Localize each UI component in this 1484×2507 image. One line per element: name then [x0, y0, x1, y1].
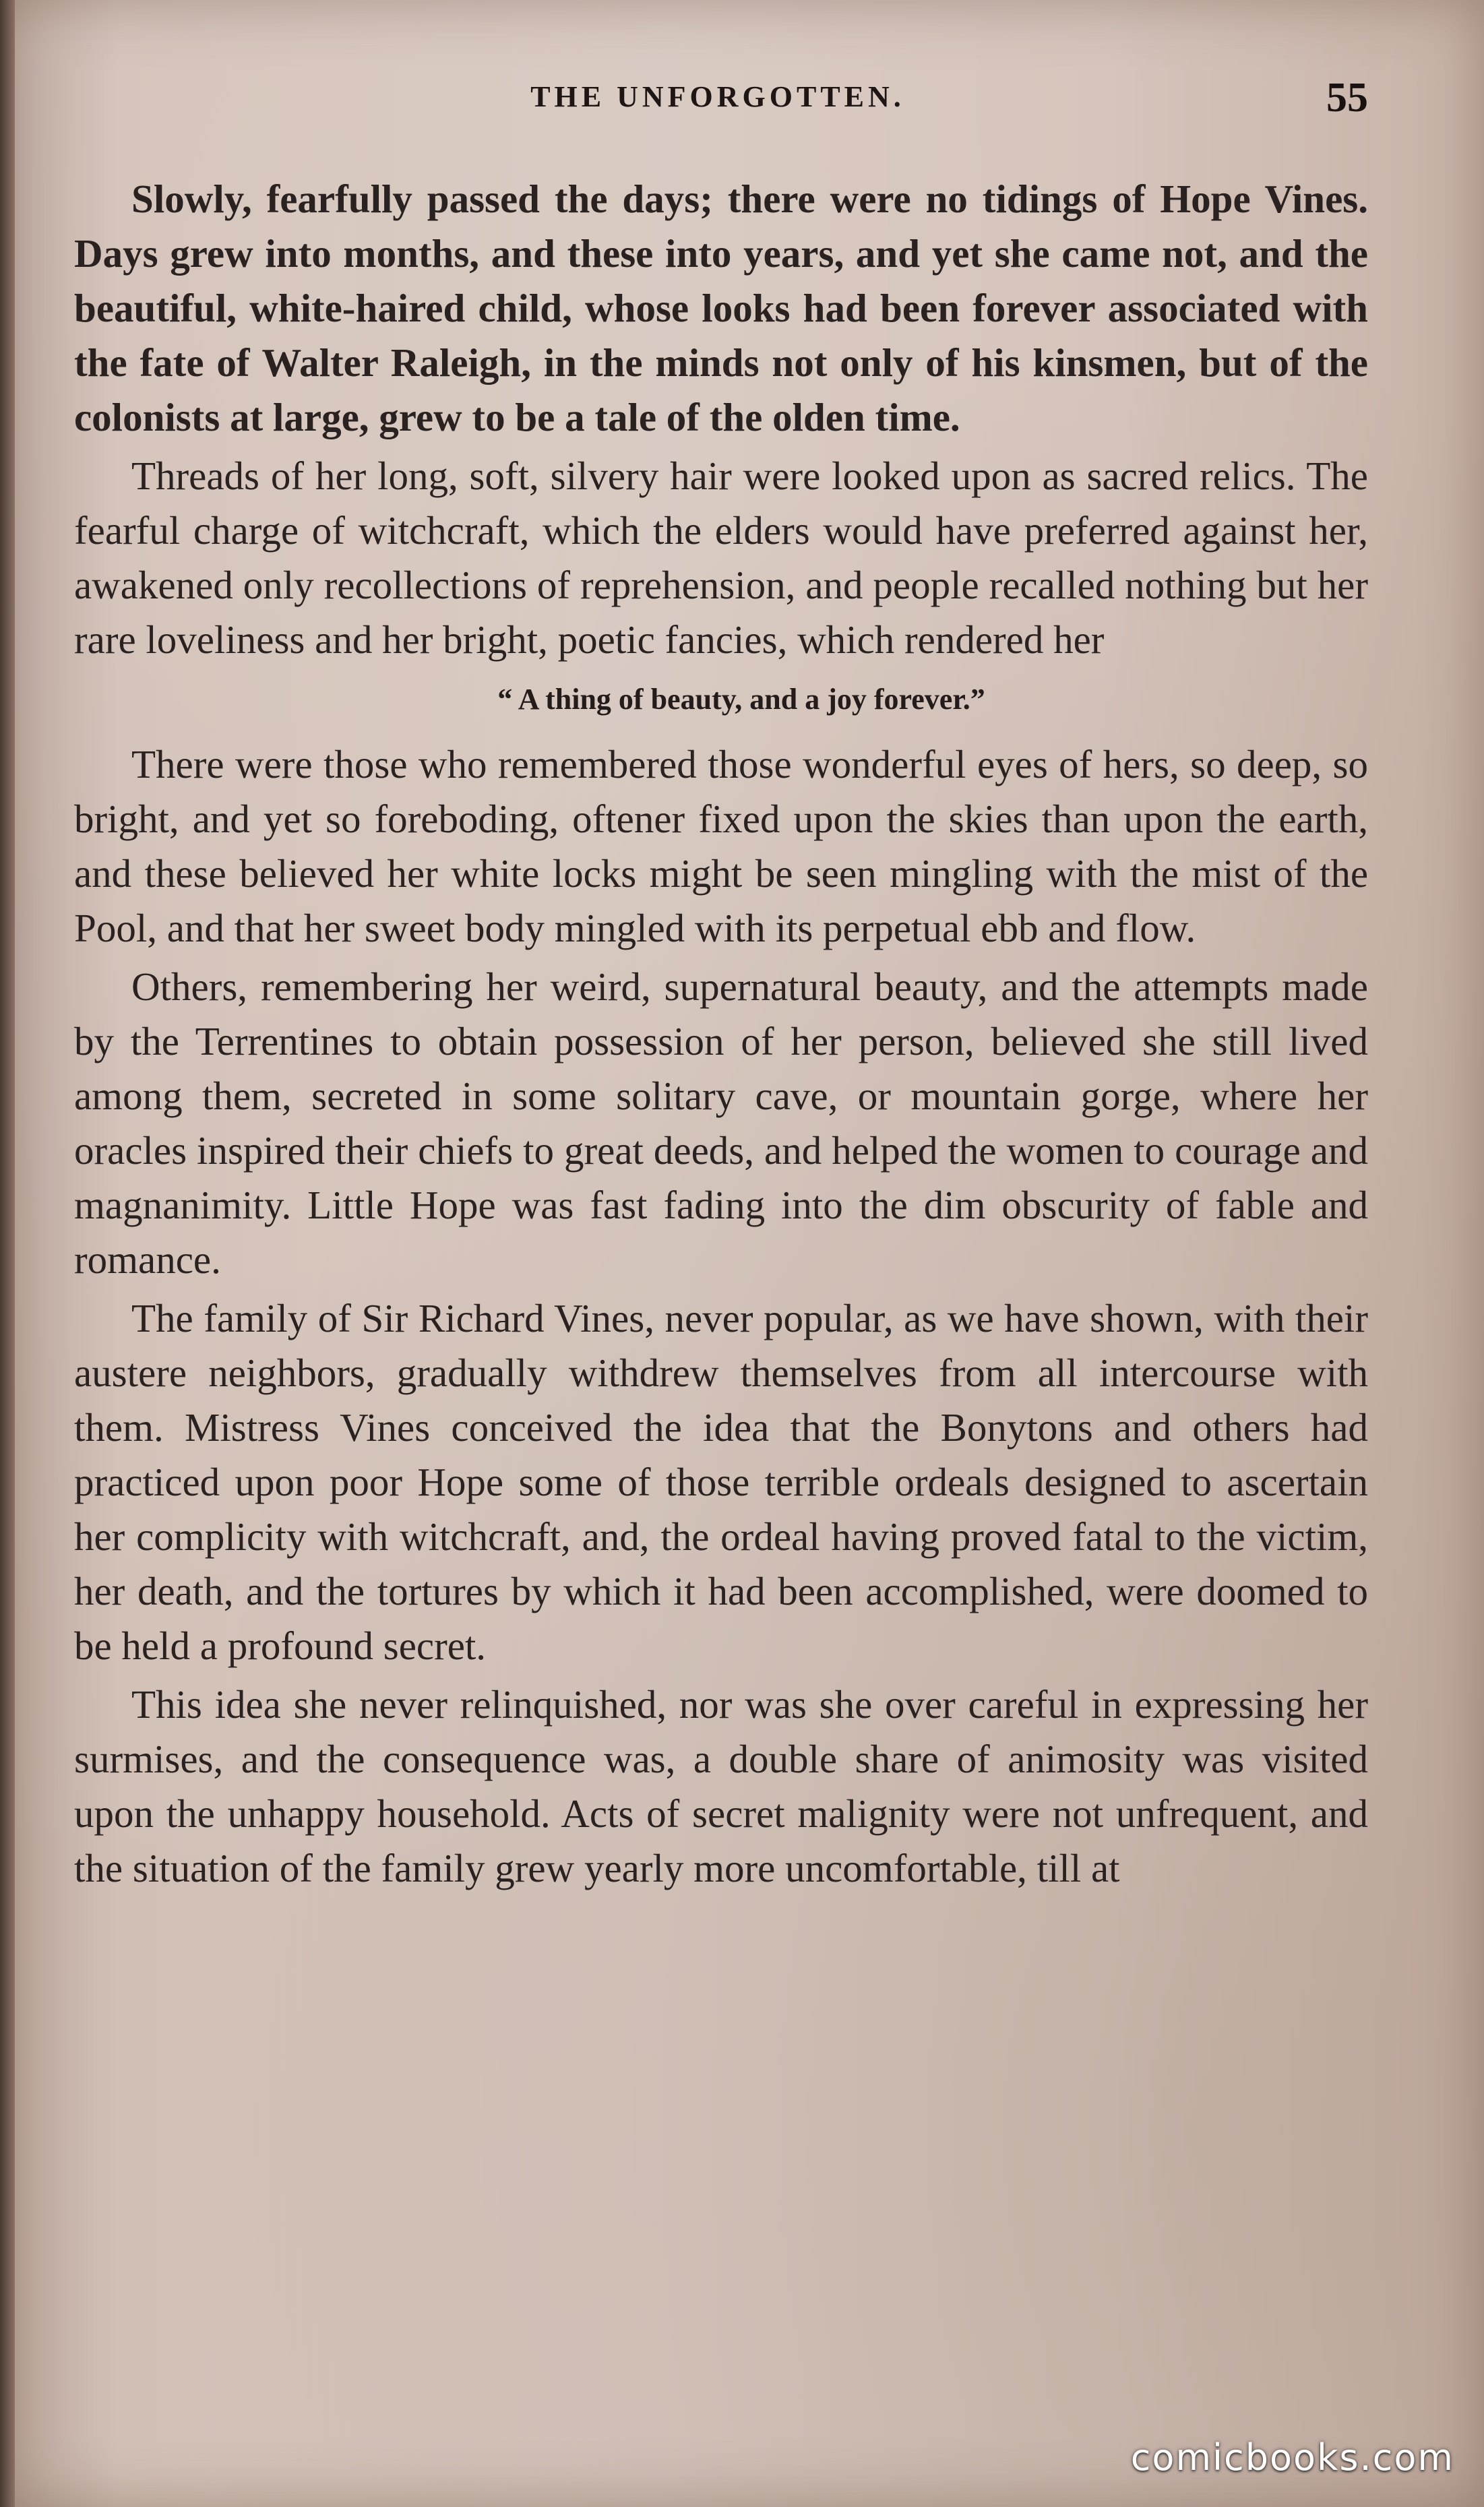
- paragraph-6: This idea she never relinquished, nor was she over careful in expressing her surmises, and the consequence was, a double share of animosity was visited upon the unhappy household. Acts of secret malignity were not unfrequent, and the situation of the family grew yearly more uncomfortable, till at: [74, 1682, 1368, 1890]
- paragraph-3: There were those who remembered those wonderful eyes of hers, so deep, so bright, and yet so foreboding, oftener fixed upon the skies than upon the earth, and these believed her white locks might be seen mingling with the mist of the Pool, and that her sweet body mingled with its perpetual ebb and flow.: [74, 742, 1368, 950]
- site-watermark: comicbooks.com: [1130, 2436, 1454, 2479]
- paragraph-4: Others, remembering her weird, supernatural beauty, and the attempts made by the Terrentines to obtain possession of her person, believed she still lived among them, secreted in some solitary cave, or mountain gorge, where her oracles inspired their chiefs to great deeds, and helped the women to courage and magnanimity. Little Hope was fast fading into the dim obscurity of fable and romance.: [74, 964, 1368, 1282]
- page-number: 55: [1326, 75, 1368, 121]
- page-header: [67, 74, 1368, 128]
- body-text: [74, 172, 1368, 1900]
- running-title: THE UNFORGOTTEN.: [530, 80, 905, 113]
- block-quote: “ A thing of beauty, and a joy forever.”: [497, 683, 985, 716]
- binding-edge: [0, 0, 15, 2507]
- paragraph-1: Slowly, fearfully passed the days; there were no tidings of Hope Vines. Days grew into months, and these into years, and yet she came not, and the beautiful, white-haired child, whose looks had been forever associated with the fate of Walter Raleigh, in the minds not only of his kinsmen, but of the colonists at large, grew to be a tale of the olden time.: [74, 177, 1368, 439]
- paragraph-5: The family of Sir Richard Vines, never popular, as we have shown, with their austere neighbors, gradually withdrew themselves from all intercourse with them. Mistress Vines conceived the idea that the Bonytons and others had practiced upon poor Hope some of those terrible ordeals designed to ascertain her complicity with witchcraft, and, the ordeal having proved fatal to the victim, her death, and the tortures by which it had been accomplished, were doomed to be held a profound secret.: [74, 1296, 1368, 1668]
- paragraph-2: Threads of her long, soft, silvery hair were looked upon as sacred relics. The fearful charge of witchcraft, which the elders would have preferred against her, awakened only recollections of reprehension, and people recalled nothing but her rare loveliness and her bright, poetic fancies, which rendered her: [74, 454, 1368, 662]
